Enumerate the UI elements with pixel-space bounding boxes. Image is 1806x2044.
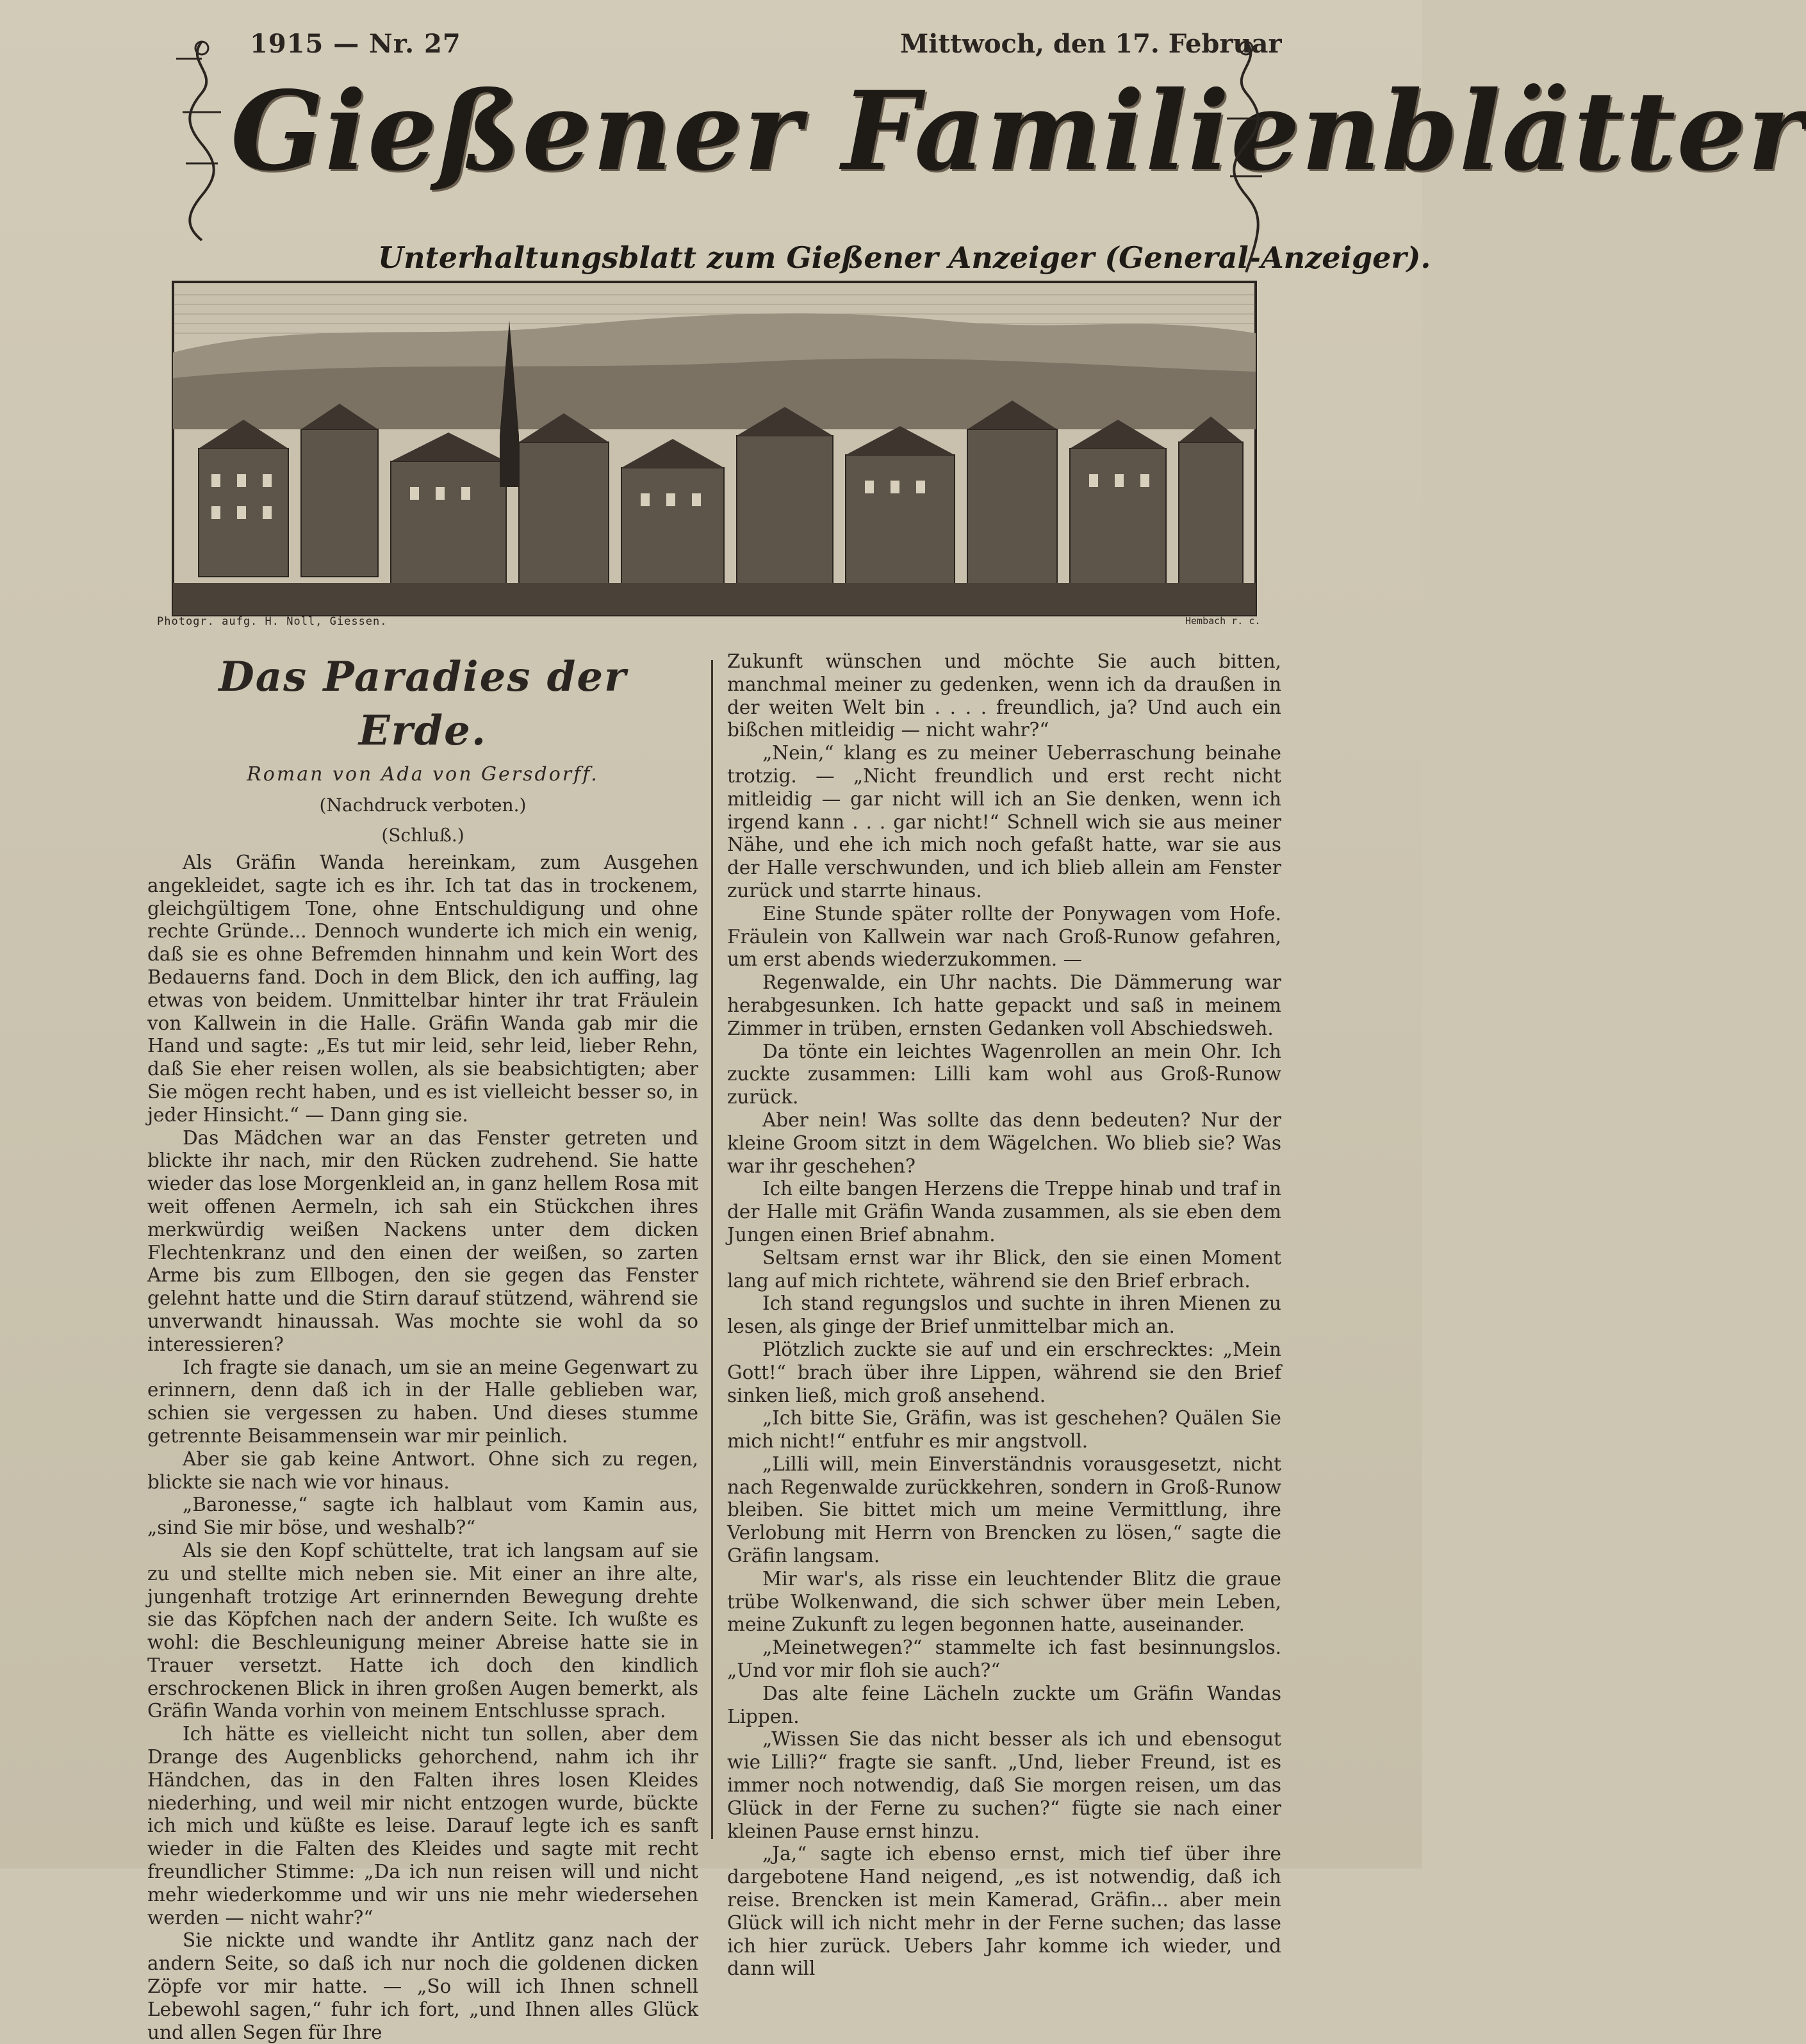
issue-number: 1915 — Nr. 27 xyxy=(250,29,461,59)
newspaper-title: Gießener Familienblätter xyxy=(231,67,1806,195)
paragraph: Aber nein! Was sollte das denn bedeuten? Nur der kleine Groom sitzt in dem Wägelchen. Wo blieb sie? Was war ihr geschehen? xyxy=(727,1109,1281,1177)
paragraph: Ich hätte es vielleicht nicht tun sollen, aber dem Drange des Augenblicks gehorchend, nahm ich ihr Händchen, das in den Falten ihres losen Kleides niederhing, und weil mir nicht entzogen wurde, bückte ich mich und küßte es leise. Darauf legte ich es sanft wieder in die Falten des Kleides und sagte mit recht freundlicher Stimme: „Da ich nun reisen will und nicht mehr wiederkomme und wir uns nie mehr wiedersehen werden — nicht wahr?“ xyxy=(147,1723,698,1929)
paragraph: „Meinetwegen?“ stammelte ich fast besinnungslos. „Und vor mir floh sie auch?“ xyxy=(727,1636,1281,1682)
paragraph: Mir war's, als risse ein leuchtender Blitz die graue trübe Wolkenwand, die sich schwer über mein Leben, meine Zukunft zu legen begonnen hatte, auseinander. xyxy=(727,1567,1281,1636)
paragraph: Seltsam ernst war ihr Blick, den sie einen Moment lang auf mich richtete, während sie den Brief erbrach. xyxy=(727,1246,1281,1292)
paragraph: Das alte feine Lächeln zuckte um Gräfin Wandas Lippen. xyxy=(727,1682,1281,1727)
newspaper-subtitle: Unterhaltungsblatt zum Gießener Anzeiger (General-Anzeiger). xyxy=(378,240,1431,275)
paragraph: „Ja,“ sagte ich ebenso ernst, mich tief über ihre dargebotene Hand neigend, „es ist notwendig, daß ich reise. Brencken ist mein Kamerad, Gräfin... aber mein Glück will ich nicht mehr in der Ferne suchen; das lasse ich hier zurück. Uebers Jahr komme ich wieder, und dann will xyxy=(727,1843,1281,1980)
paragraph: „Baronesse,“ sagte ich halblaut vom Kamin aus, „sind Sie mir böse, und weshalb?“ xyxy=(147,1494,698,1539)
paragraph: „Wissen Sie das nicht besser als ich und ebensogut wie Lilli?“ fragte sie sanft. „Und, lieber Freund, ist es immer noch notwendig, daß Sie morgen reisen, um das Glück in der Ferne zu suchen?“ fügte sie nach einer kleinen Pause ernst hinzu. xyxy=(727,1728,1281,1842)
paragraph: „Ich bitte Sie, Gräfin, was ist geschehen? Quälen Sie mich nicht!“ entfuhr es mir angstvoll. xyxy=(727,1407,1281,1453)
paragraph: Als Gräfin Wanda hereinkam, zum Ausgehen angekleidet, sagte ich es ihr. Ich tat das in trockenem, gleichgültigem Tone, ohne Entschuldigung und ohne rechte Gründe... Dennoch wunderte ich mich ein wenig, daß sie es ohne Befremden hinnahm und kein Wort des Bedauerns fand. Doch in dem Blick, den ich auffing, lag etwas von beidem. Unmittelbar hinter ihr trat Fräulein von Kallwein in die Halle. Gräfin Wanda gab mir die Hand und sagte: „Es tut mir leid, sehr leid, lieber Rehn, daß Sie eher reisen wollen, als sie beabsichtigten; aber Sie mögen recht haben, und es ist vielleicht besser so, in jeder Hinsicht.“ — Dann ging sie. xyxy=(147,852,698,1126)
paragraph: Sie nickte und wandte ihr Antlitz ganz nach der andern Seite, so daß ich nur noch die goldenen dicken Zöpfe vor mir hatte. — „So will ich Ihnen schnell Lebewohl sagen,“ fuhr ich fort, „und Ihnen alles Glück und allen Segen für Ihre xyxy=(147,1929,698,2043)
paragraph: Zukunft wünschen und möchte Sie auch bitten, manchmal meiner zu gedenken, wenn ich da draußen in der weiten Welt bin . . . . freundlich, ja? Und auch ein bißchen mitleidig — nicht wahr?“ xyxy=(727,650,1281,741)
part-note: (Schluß.) xyxy=(381,825,464,846)
engraver-credit: Hembach r. c. xyxy=(1185,615,1261,627)
paragraph: Plötzlich zuckte sie auf und ein erschrecktes: „Mein Gott!“ brach über ihre Lippen, während sie den Brief sinken ließ, mich groß ansehend. xyxy=(727,1338,1281,1406)
paragraph: Ich fragte sie danach, um sie an meine Gegenwart zu erinnern, denn daß ich in der Halle geblieben war, schien sie vergessen zu haben. Und dieses stumme getrennte Beisammensein war mir peinlich. xyxy=(147,1356,698,1447)
paragraph: Da tönte ein leichtes Wagenrollen an mein Ohr. Ich zuckte zusammen: Lilli kam wohl aus Groß-Runow zurück. xyxy=(727,1040,1281,1109)
paragraph: Das Mädchen war an das Fenster getreten und blickte ihr nach, mir den Rücken zudrehend. Sie hatte wieder das lose Morgenkleid an, in ganz hellem Rosa mit weit offenen Aermeln, ich sah ein Stückchen ihres merkwürdig weißen Nackens unter dem dicken Flechtenkranz und den einen der weißen, so zarten Arme bis zum Ellbogen, den sie gegen das Fenster gelehnt hatte und die Stirn darauf stützend, während sie unverwandt hinaussah. Was mochte sie wohl da so interessieren? xyxy=(147,1126,698,1355)
paragraph: „Lilli will, mein Einverständnis vorausgesetzt, nicht nach Regenwalde zurückkehren, sondern in Groß-Runow bleiben. Sie bittet mich um meine Vermittlung, ihre Verlobung mit Herrn von Brencken zu lösen,“ sagte die Gräfin langsam. xyxy=(727,1453,1281,1567)
paragraph: Als sie den Kopf schüttelte, trat ich langsam auf sie zu und stellte mich neben sie. Mit einer an ihre alte, jungenhaft trotzige Art erinnernden Bewegung drehte sie das Köpfchen nach der andern Seite. Ich wußte es wohl: die Beschleunigung meiner Abreise hatte sie in Trauer versetzt. Hatte ich doch den kindlich erschrockenen Blick in ihren großen Augen bemerkt, als Gräfin Wanda vorhin von meinem Entschlusse sprach. xyxy=(147,1539,698,1722)
city-illustration xyxy=(173,282,1256,615)
left-ornament-icon xyxy=(173,35,231,247)
issue-date: Mittwoch, den 17. Februar xyxy=(900,29,1282,59)
article-left-column xyxy=(147,650,698,2044)
paragraph: Ich stand regungslos und suchte in ihren Mienen zu lesen, als ginge der Brief unmittelbar mich an. xyxy=(727,1292,1281,1338)
paragraph: Aber sie gab keine Antwort. Ohne sich zu regen, blickte sie nach wie vor hinaus. xyxy=(147,1447,698,1493)
reprint-notice: (Nachdruck verboten.) xyxy=(319,795,527,816)
paragraph: Ich eilte bangen Herzens die Treppe hinab und traf in der Halle mit Gräfin Wanda zusammen, als sie eben dem Jungen einen Brief abnahm. xyxy=(727,1178,1281,1246)
article-byline: Roman von Ada von Gersdorff. xyxy=(247,763,599,786)
article-right-column xyxy=(727,650,1281,1981)
paragraph: Eine Stunde später rollte der Ponywagen vom Hofe. Fräulein von Kallwein war nach Groß-Runow gefahren, um erst abends wiederzukommen. — xyxy=(727,902,1281,971)
paragraph: „Nein,“ klang es zu meiner Ueberraschung beinahe trotzig. — „Nicht freundlich und erst recht nicht mitleidig — gar nicht will ich an Sie denken, wenn ich irgend kann . . . gar nicht!“ Schnell wich sie aus meiner Nähe, und ehe ich mich noch gefaßt hatte, war sie aus der Halle verschwunden, und ich blieb allein am Fenster zurück und starrte hinaus. xyxy=(727,742,1281,902)
column-divider xyxy=(711,660,713,1839)
article-title: Das Paradies der Erde. xyxy=(218,653,627,755)
paragraph: Regenwalde, ein Uhr nachts. Die Dämmerung war herabgesunken. Ich hatte gepackt und saß in meinem Zimmer in trüben, ernsten Gedanken voll Abschiedsweh. xyxy=(727,971,1281,1039)
right-ornament-icon xyxy=(1217,35,1275,279)
photo-credit: Photogr. aufg. H. Noll, Giessen. xyxy=(157,615,388,628)
